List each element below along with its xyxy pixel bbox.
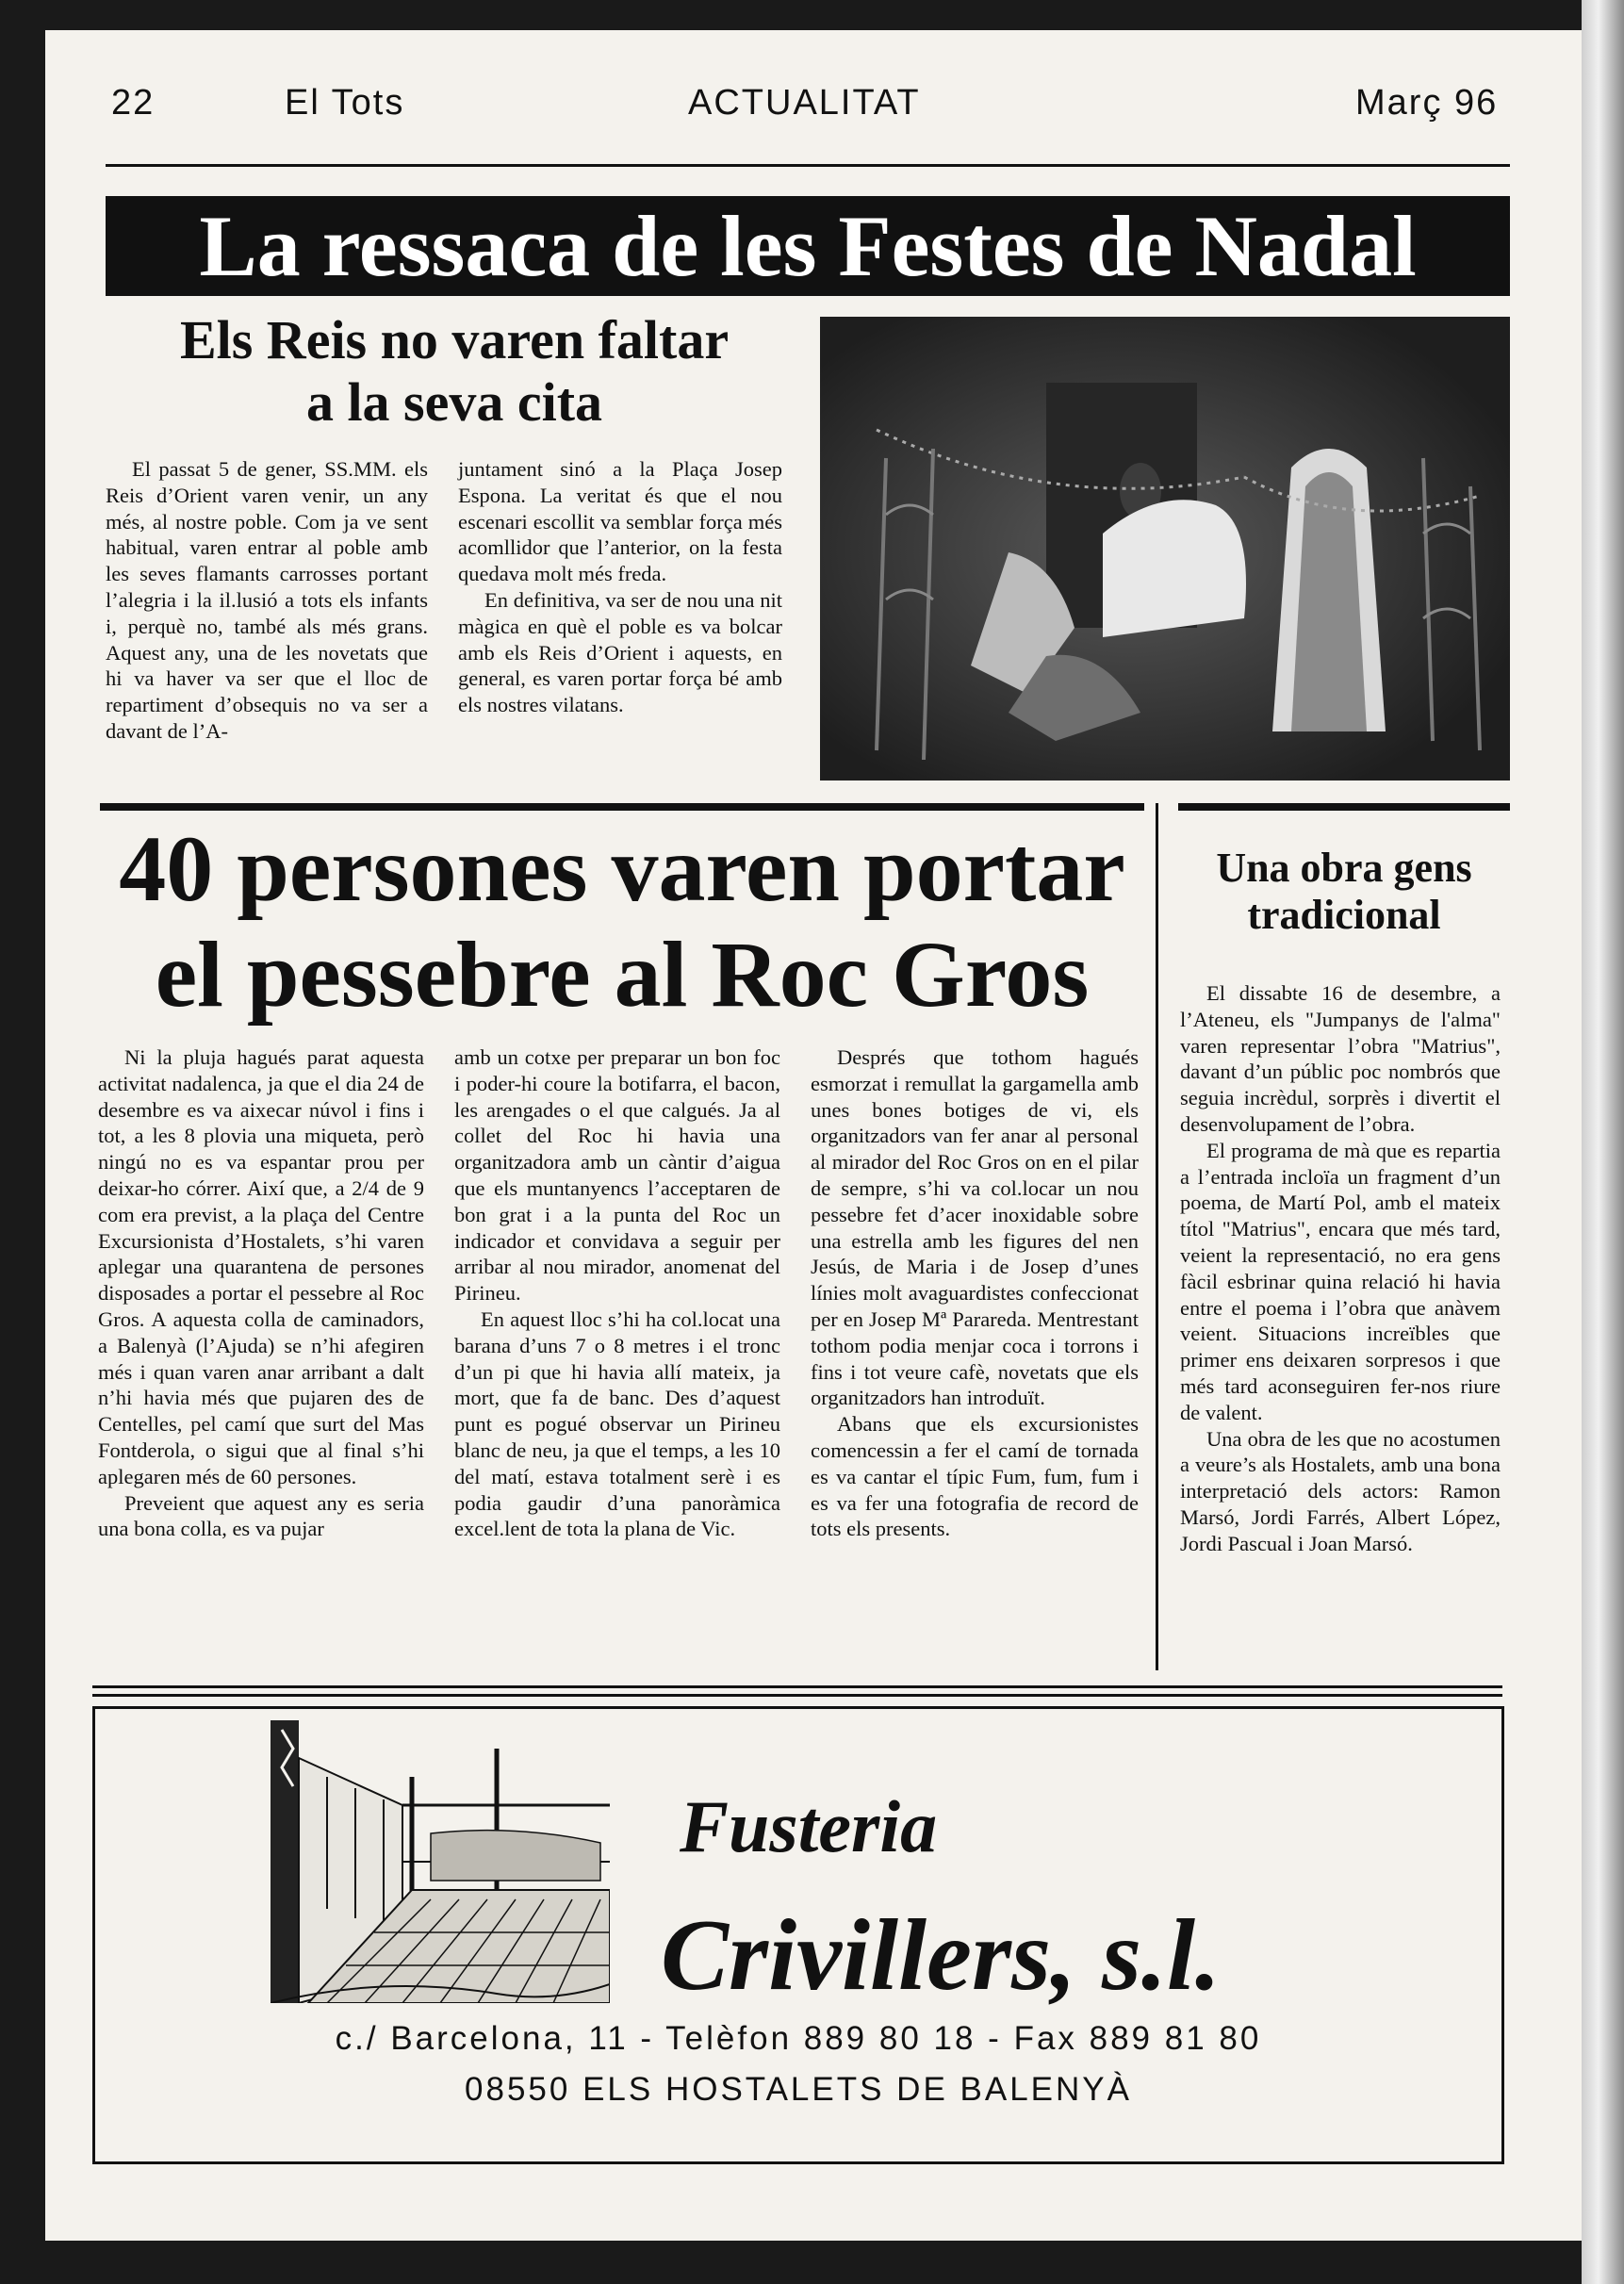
advert-rule-top — [92, 1685, 1502, 1688]
article3-body: El dissabte 16 de desembre, a l’Ateneu, els "Jumpanys de l'alma" varen representar l’obra "Matrius", davant d’un públic poc nombrós que seguia incrèdul, sorprès i divertit el desenvolupament de l’obra. El programa de mà que es repartia a l’entrada incloïa un fragment d’un poema, de Martí Pol, amb el mateix títol "Matrius", encara que més tard, veient la representació, no era gens fàcil esbrinar quina relació hi havia entre el poema i l’obra que anàvem veient. Situacions increïbles que primer ens deixaren sorpresos i que més tard aconseguiren fer-nos riure de valent. Una obra de les que no acostumen a veure’s als Hostalets, amb una bona interpretació dels actors: Ramon Marsó, Jordi Farrés, Albert López, Jordi Pascual i Joan Marsó. — [1180, 981, 1501, 1555]
advert-rule-bottom — [92, 1694, 1502, 1697]
kings-parade-photo — [820, 317, 1510, 781]
advert-city: 08550 ELS HOSTALETS DE BALENYÀ — [465, 2071, 1132, 2108]
article1-title-line2: a la seva cita — [305, 371, 603, 433]
photo-illustration — [820, 317, 1510, 781]
issue-date: Març 96 — [1355, 83, 1499, 123]
article3-headline — [1178, 845, 1510, 939]
advertisement — [92, 1706, 1504, 2164]
article2-column2: amb un cotxe per preparar un bon foc i poder-hi coure la botifarra, el bacon, les arengades o el que calgués. Ja al collet del Roc hi havia una organitzadora amb un càntir d’aigua que els muntanyencs l’acceptaren de bon grat i a la punta del Roc un indicador et convidava a seguir per arribar al nou mirador, anomenat del Pirineu. En aquest lloc s’hi ha col.locat una barana d’uns 7 o 8 metres i el tronc d’un pi que hi havia allí mateix, ja mort, que fa de banc. Des d’aquest punt es pogué observar un Pirineu blanc de neu, ja que el temps, a les 10 del matí, estava totalment serè i es podia gaudir d’una panoràmica excel.lent de tota la plana de Vic. — [454, 1045, 780, 1541]
publication-name: El Tots — [285, 83, 405, 123]
page-number: 22 — [111, 83, 156, 123]
article2-column3: Després que tothom hagués esmorzat i remullat la gargamella amb unes bones botiges de vi, els organitzadors van fer anar al personal al mirador del Roc Gros on en el pilar de sempre, s’hi va col.locar un nou pessebre fet d’acer inoxidable sobre una estrella amb les figures del nen Jesús, de Maria i de Josep d’unes línies molt avaguardistes confeccionat per en Josep Mª Parareda. Mentrestant tothom podia menjar coca i torrons i fins i tot veure cafè, novetats que els organitzadors han introduït. Abans que els excursionistes comencessin a fer el camí de tornada es va cantar el típic Fum, fum, fum i es va fer una fotografia de record de tots els presents. — [811, 1045, 1139, 1541]
article3-title-line1: Una obra gens — [1216, 845, 1472, 891]
page-spine — [1582, 0, 1624, 2284]
article3-top-rule — [1178, 803, 1510, 811]
section-name: ACTUALITAT — [688, 83, 921, 123]
carpentry-interior-illustration — [271, 1720, 610, 2003]
advert-name-line1: Fusteria — [680, 1785, 938, 1867]
article2-title-line1: 40 persones varen portar — [119, 816, 1125, 921]
header-rule — [106, 164, 1510, 167]
article2-top-rule — [100, 803, 1144, 811]
article2-headline — [100, 816, 1144, 1027]
column-divider — [1156, 803, 1158, 1670]
article1-title-line1: Els Reis no varen faltar — [179, 309, 730, 370]
article1-column2: juntament sinó a la Plaça Josep Espona. La veritat és que el nou escenari escollit va semblar força més acomllidor que l’anterior, on la festa quedava molt més freda. En definitiva, va ser de nou una nit màgica en què el poble es va bolcar amb els Reis d’Orient i aquests, en general, es varen portar força bé amb els nostres vilatans. — [458, 457, 782, 717]
article2-column1: Ni la pluja hagués parat aquesta activitat nadalenca, ja que el dia 24 de desembre es va aixecar núvol i fins i tot, a les 8 plovia una miqueta, però ningú no es va espantar prou per deixar-ho córrer. Així que, a 2/4 de 9 com era previst, a la plaça del Centre Excursionista d’Hostalets, s’hi varen aplegar una quarantena de persones disposades a portar el pessebre al Roc Gros. A aquesta colla de caminadors, a Balenyà (l’Ajuda) se n’hi afegiren més i quan varen anar arribant a dalt n’hi havia més que pujaren des de Centelles, pel camí que surt del Mas Fontderola, o sigui que al final s’hi aplegaren més de 60 persones. Preveient que aquest any es seria una bona colla, es va pujar — [98, 1045, 424, 1541]
article3-title-line2: tradicional — [1247, 892, 1441, 938]
article1-column1: El passat 5 de gener, SS.MM. els Reis d’Orient varen venir, un any més, al nostre poble. Com ja ve sent habitual, varen entrar al poble amb les seves flamants carrosses portant l’alegria i la il.lusió a tots els infants i, perquè no, també als més grans. Aquest any, una de les novetats que hi va haver va ser que el lloc de repartiment d’obsequis no va ser a davant de l’A- — [106, 457, 428, 743]
section-banner: La ressaca de les Festes de Nadal — [106, 196, 1510, 296]
article1-headline — [106, 309, 803, 434]
article2-title-line2: el pessebre al Roc Gros — [155, 922, 1090, 1027]
advert-name-line2: Crivillers, s.l. — [661, 1899, 1222, 2012]
advert-address: c./ Barcelona, 11 - Telèfon 889 80 18 - Fax 889 81 80 — [335, 2020, 1262, 2057]
